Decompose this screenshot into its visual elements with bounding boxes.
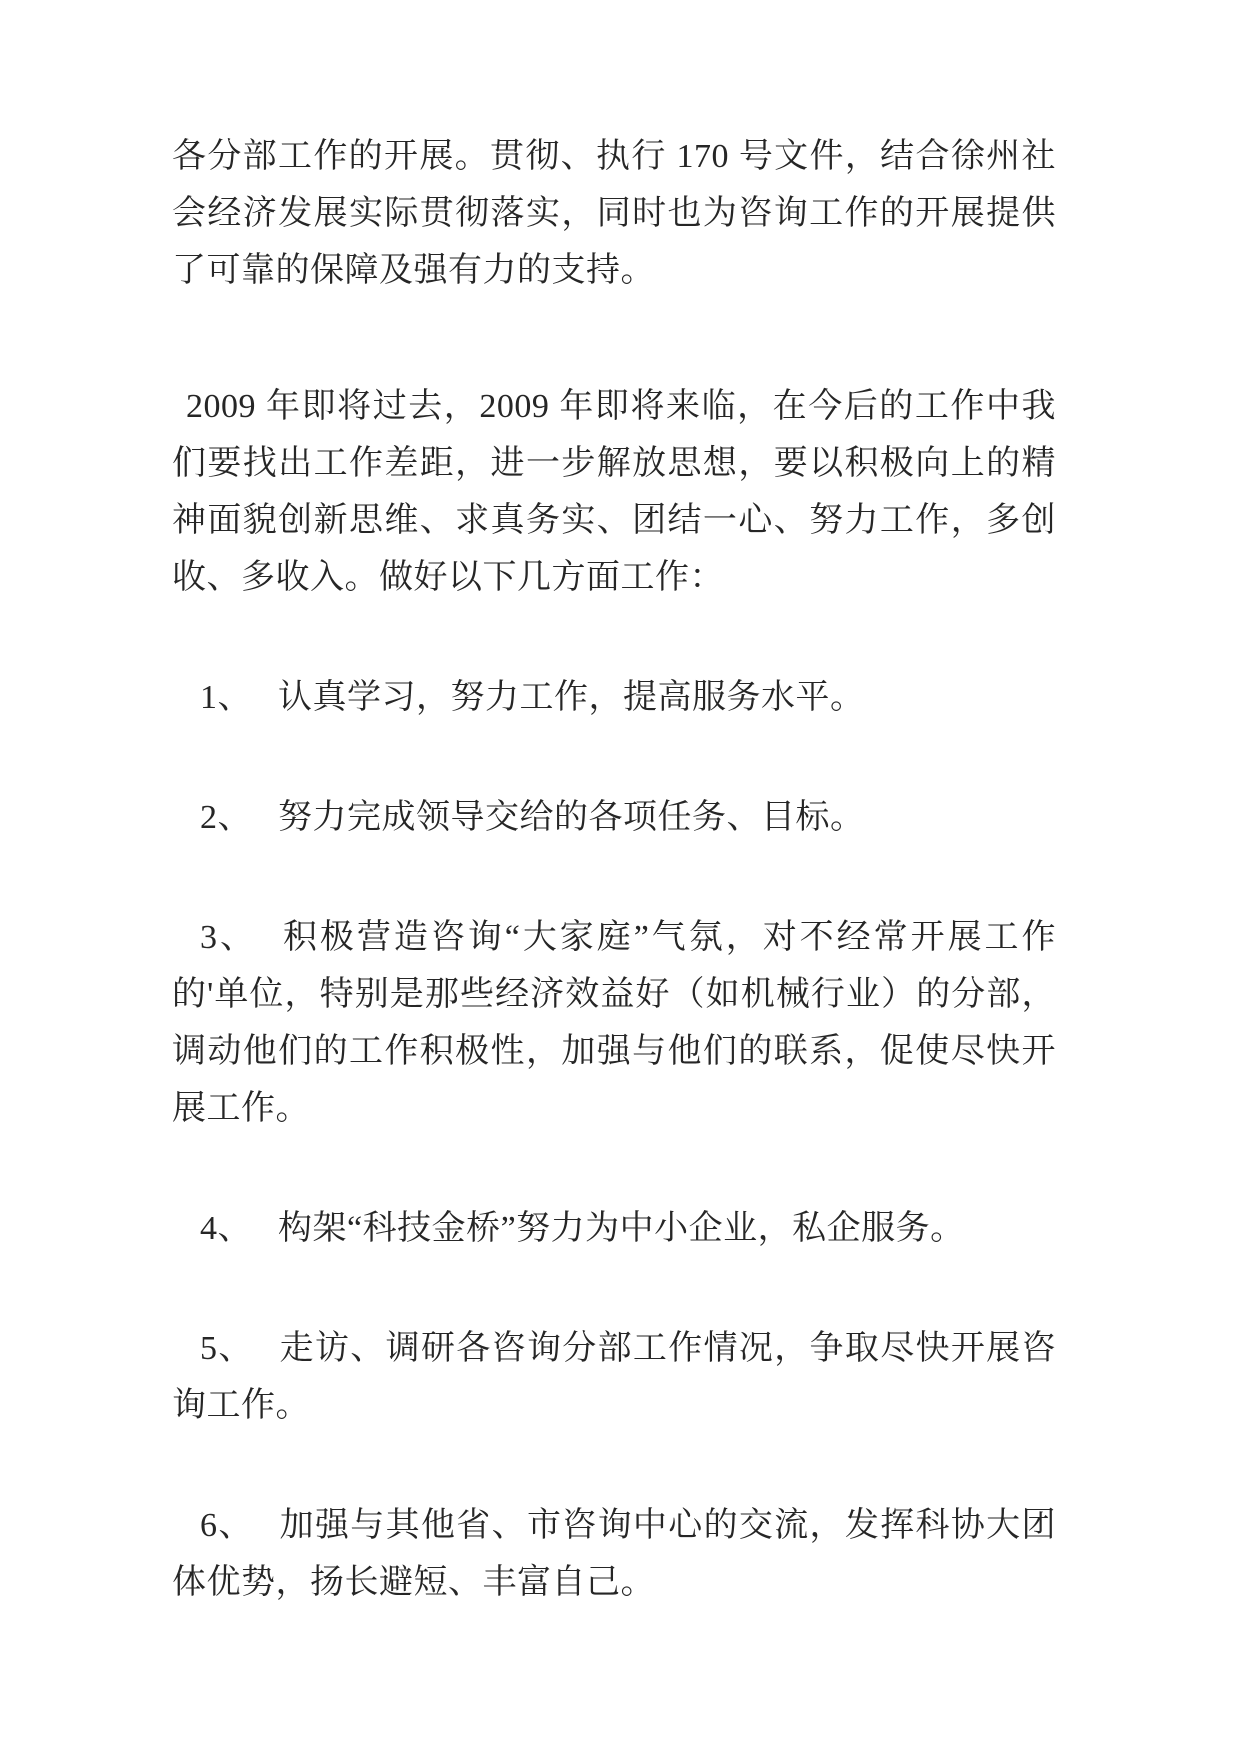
list-item-6-text: 加强与其他省、市咨询中心的交流，发挥科协大团体优势，扬长避短、丰富自己。 (172, 1507, 1057, 1601)
list-item-5-text: 走访、调研各咨询分部工作情况，争取尽快开展咨询工作。 (172, 1330, 1057, 1424)
list-item-3 (172, 909, 1056, 1137)
list-item-5 (172, 1320, 1056, 1434)
list-item-1-number: 1、 (200, 679, 252, 716)
list-item-4-number: 4、 (200, 1210, 252, 1247)
list-item-4-text: 构架“科技金桥”努力为中小企业，私企服务。 (278, 1210, 965, 1247)
list-item-3-number: 3、 (200, 919, 257, 956)
list-item-6-number: 6、 (200, 1507, 254, 1544)
paragraph-body-2: 2009 年即将过去，2009 年即将来临，在今后的工作中我们要找出工作差距，进一步解放思想，要以积极向上的精神面貌创新思维、求真务实、团结一心、努力工作，多创收、多收入。做好以下几方面工作： (172, 388, 1056, 596)
list-item-6 (172, 1497, 1056, 1611)
list-item-2-text: 努力完成领导交给的各项任务、目标。 (278, 799, 865, 836)
list-item-4 (172, 1200, 1056, 1257)
list-item-2-number: 2、 (200, 799, 252, 836)
list-item-1 (172, 669, 1056, 726)
list-item-3-text: 积极营造咨询“大家庭”气氛，对不经常开展工作的'单位，特别是那些经济效益好（如机械行业）的分部，调动他们的工作积极性，加强与他们的联系，促使尽快开展工作。 (172, 919, 1057, 1127)
document-text-block (172, 128, 1056, 1674)
paragraph-body-1: 各分部工作的开展。贯彻、执行 170 号文件，结合徐州社会经济发展实际贯彻落实，同时也为咨询工作的开展提供了可靠的保障及强有力的支持。 (172, 138, 1056, 289)
list-item-5-number: 5、 (200, 1330, 254, 1367)
list-item-1-text: 认真学习，努力工作，提高服务水平。 (278, 679, 865, 716)
list-item-2 (172, 789, 1056, 846)
